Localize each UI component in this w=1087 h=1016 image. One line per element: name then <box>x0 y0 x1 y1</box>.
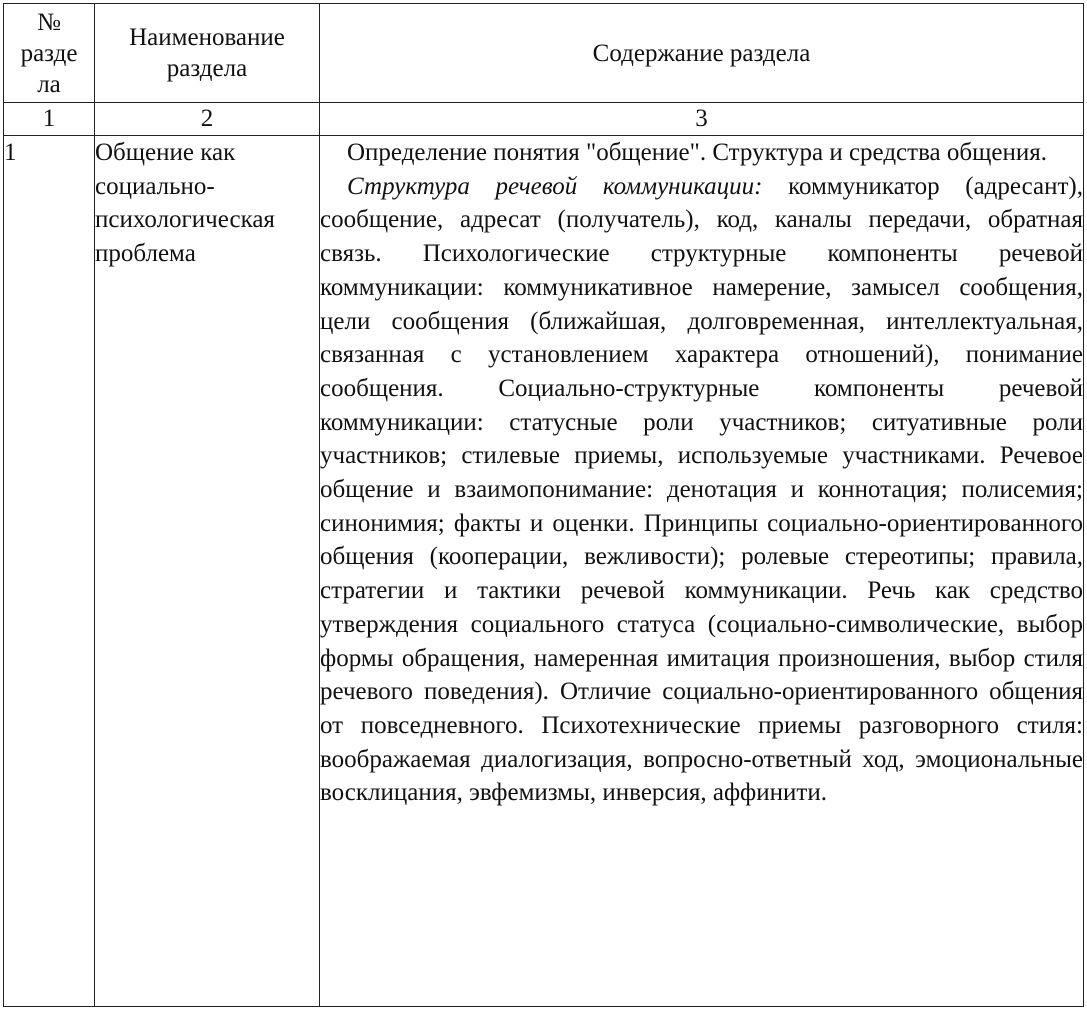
row-section-name-text: Общение как социально-психологическая проблема <box>95 139 275 268</box>
header-row <box>4 4 1084 103</box>
column-index-3: 3 <box>320 103 1084 136</box>
content-paragraph-1 <box>320 136 1083 170</box>
row-section-content <box>320 136 1084 1007</box>
row-section-name <box>95 136 320 1007</box>
content-paragraph-2-text: коммуникатор (адресант), сообщение, адресат (получатель), код, каналы передачи, обратная связь. Психологические структурные компоненты речевой коммуникации: коммуникативное намерение, замысел сообщения, цели сообщения (ближайшая, долговременная, интеллектуальная, связанная с установлением характера отношений), понимание сообщения. Социально-структурные компоненты речевой коммуникации: статусные роли участников; ситуативные роли участников; стилевые приемы, используемые участниками. Речевое общение и взаимопонимание: денотация и коннотация; полисемия; синонимия; факты и оценки. Принципы социально-ориентированного общения (кооперации, вежливости); ролевые стереотипы; правила, стратегии и тактики речевой коммуникации. Речь как средство утверждения социального статуса (социально-символические, выбор формы обращения, намеренная имитация произношения, выбор стиля речевого поведения). Отличие социально-ориентированного общения от повседневного. Психотехнические приемы разговорного стиля: воображаемая диалогизация, вопросно-ответный ход, эмоциональные восклицания, эвфемизмы, инверсия, аффинити. <box>320 172 1083 807</box>
column-index-1: 1 <box>4 103 95 136</box>
row-section-number: 1 <box>4 136 95 1007</box>
column-index-2: 2 <box>95 103 320 136</box>
header-section-number <box>4 4 95 103</box>
header-section-content <box>320 4 1084 103</box>
table-row <box>4 136 1084 1007</box>
content-paragraph-2-italic-lead: Структура речевой коммуникации: <box>347 172 763 200</box>
header-section-name <box>95 4 320 103</box>
column-index-row <box>4 103 1084 136</box>
header-section-content-text: Содержание раздела <box>592 39 811 67</box>
content-paragraph-2 <box>320 170 1083 810</box>
syllabus-table <box>3 3 1084 1007</box>
header-section-name-text: Наименование раздела <box>129 24 285 82</box>
header-section-number-text: № разде ла <box>20 8 78 98</box>
content-paragraph-1-text: Определение понятия "общение". Структура и средства общения. <box>347 139 1047 166</box>
